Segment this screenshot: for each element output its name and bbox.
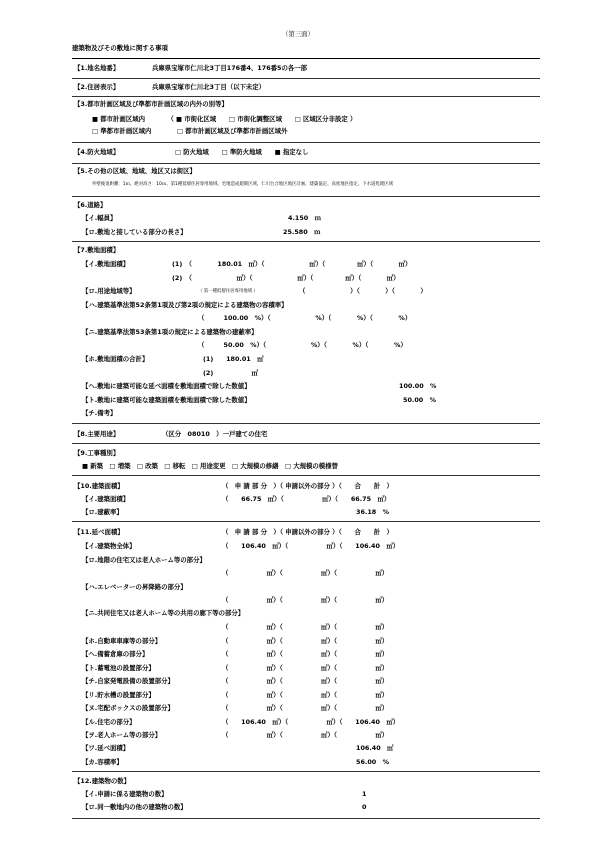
s12-other-label: 【ロ.同一敷地内の他の建築物の数】 bbox=[82, 803, 187, 811]
s12-label: 【12.建築物の数】 bbox=[74, 777, 131, 785]
s7-to-value: 50.00 % bbox=[403, 396, 437, 404]
s11-total-value: 106.40 ㎡ bbox=[356, 744, 394, 752]
s11-row-value: （ ㎡）（ ㎡）（ ㎡） bbox=[222, 731, 389, 739]
divider bbox=[72, 78, 540, 79]
s10-area-label: 【イ.建築面積】 bbox=[82, 495, 130, 503]
divider bbox=[72, 818, 540, 819]
s7-remarks-label: 【チ.備考】 bbox=[82, 409, 117, 417]
divider bbox=[72, 241, 540, 242]
s12-count-label: 【イ.申請に係る建築物の数】 bbox=[82, 790, 168, 798]
s11-row-label: 【ヲ.老人ホーム等の部分】 bbox=[82, 731, 162, 739]
s6-frontage-label: 【ロ.敷地と接している部分の長さ】 bbox=[82, 228, 187, 236]
s11-row-value: （ ㎡）（ ㎡）（ ㎡） bbox=[222, 650, 389, 658]
s7-label: 【7.敷地面積】 bbox=[74, 246, 120, 254]
divider bbox=[72, 521, 540, 522]
s10-label: 【10.建築面積】 bbox=[74, 482, 124, 490]
s7-zoning-value: （ 第一種低層住居専用地域 ） bbox=[198, 289, 258, 294]
s11-row-label: 【ヌ.宅配ボックスの設置部分】 bbox=[82, 704, 174, 712]
s10-bcr-value: 36.18 % bbox=[356, 508, 390, 516]
s11-row-value: （ 106.40 ㎡）（ ㎡）（ 106.40 ㎡） bbox=[222, 542, 400, 550]
s11-row-label: 【ハ.エレベーターの昇降路の部分】 bbox=[82, 583, 187, 591]
s7-bcr-row: （ 50.00 %）（ %）（ %）（ %） bbox=[198, 341, 407, 349]
s7-area-row2: (2) （ ㎡）（ ㎡）（ ㎡）（ ㎡） bbox=[172, 274, 400, 282]
divider bbox=[72, 142, 540, 143]
s11-row-value: （ ㎡）（ ㎡）（ ㎡） bbox=[222, 704, 389, 712]
s11-row-value: （ ㎡）（ ㎡）（ ㎡） bbox=[222, 623, 389, 631]
divider bbox=[72, 475, 540, 476]
s8-label: 【8.主要用途】 bbox=[74, 430, 120, 438]
s5-note: 外壁後退距離：1ｍ、絶対高さ：10ｍ、第1種低層住居専用地域、宅地造成規制区域、仁川台合地区地区計画、建築協定、高度地区指定、下水道処理区域 bbox=[92, 182, 393, 187]
divider bbox=[72, 163, 540, 164]
s7-zoning-rest: （ ）（ ）（ ） bbox=[299, 287, 427, 295]
s3-label: 【3.都市計画区域及び準都市計画区域の内外の別等】 bbox=[74, 100, 228, 108]
s7-he-label: 【ヘ.敷地に建築可能な延べ面積を敷地面積で除した数値】 bbox=[82, 382, 251, 390]
divider bbox=[72, 58, 540, 59]
s4-options: □ 防火地域 □ 準防火地域 ■ 指定なし bbox=[175, 148, 309, 156]
divider bbox=[72, 771, 540, 772]
s6-width-label: 【イ.幅員】 bbox=[82, 214, 117, 222]
s5-label: 【5.その他の区域、地域、地区又は街区】 bbox=[74, 167, 196, 175]
s11-row-label: 【チ.自家発電設備の設置部分】 bbox=[82, 677, 174, 685]
s10-area-row: （ 66.75 ㎡）（ ㎡）（ 66.75 ㎡） bbox=[222, 495, 391, 503]
s7-bcr-label: 【ニ.建築基準法第53条第1項の規定による建築物の建蔽率】 bbox=[82, 328, 258, 336]
s11-row-label: 【リ.貯水槽の設置部分】 bbox=[82, 691, 155, 699]
s11-far-label: 【カ.容積率】 bbox=[82, 758, 123, 766]
s11-label: 【11.延べ面積】 bbox=[74, 528, 124, 536]
s6-frontage-value: 25.580 ｍ bbox=[283, 228, 321, 236]
s7-far-label: 【ハ.建築基準法第52条第1項及び第2項の規定による建築物の容積率】 bbox=[82, 301, 288, 309]
divider bbox=[72, 196, 540, 197]
s7-area-label: 【イ.敷地面積】 bbox=[82, 260, 130, 268]
s12-count-value: 1 bbox=[362, 790, 367, 798]
s7-area-row1: (1) （ 180.01 ㎡）（ ㎡）（ ㎡）（ ㎡） bbox=[172, 260, 412, 268]
s3-row2: □ 準都市計画区域内 □ 都市計画区域及び準都市計画区域外 bbox=[92, 127, 288, 135]
s7-to-label: 【ト.敷地に建築可能な建築面積を敷地面積で除した数値】 bbox=[82, 396, 251, 404]
s2-label: 【2.住居表示】 bbox=[74, 83, 120, 91]
s10-bcr-label: 【ロ.建蔽率】 bbox=[82, 508, 123, 516]
divider bbox=[72, 96, 540, 97]
s2-value: 兵庫県宝塚市仁川北3丁目（以下未定） bbox=[152, 83, 266, 91]
s11-row-value: （ ㎡）（ ㎡）（ ㎡） bbox=[222, 596, 389, 604]
s7-total-2: (2) ㎡ bbox=[203, 369, 259, 377]
s7-total-label: 【ホ.敷地面積の合計】 bbox=[82, 355, 149, 363]
s4-label: 【4.防火地域】 bbox=[74, 148, 120, 156]
s7-zoning-label: 【ロ.用途地域等】 bbox=[82, 287, 136, 295]
s11-row-value: （ ㎡）（ ㎡）（ ㎡） bbox=[222, 637, 389, 645]
s9-label: 【9.工事種別】 bbox=[74, 449, 120, 457]
s7-far-row: （ 100.00 %）（ %）（ %）（ %） bbox=[198, 314, 412, 322]
divider bbox=[72, 443, 540, 444]
section-title: 建築物及びその敷地に関する事項 bbox=[72, 44, 168, 52]
s11-row-label: 【ホ.自動車車庫等の部分】 bbox=[82, 637, 162, 645]
s11-row-label: 【ト.蓄電池の設置部分】 bbox=[82, 664, 155, 672]
s11-row-value: （ ㎡）（ ㎡）（ ㎡） bbox=[222, 677, 389, 685]
s7-he-value: 100.00 % bbox=[399, 382, 437, 390]
s11-row-label: 【ニ.共同住宅又は老人ホーム等の共用の廊下等の部分】 bbox=[82, 609, 245, 617]
s6-label: 【6.道路】 bbox=[74, 201, 107, 209]
s9-options: ■ 新築 □ 増築 □ 改築 □ 移転 □ 用途変更 □ 大規模の修繕 □ 大規模の模様替 bbox=[82, 462, 338, 470]
s3-row1: ■ 都市計画区域内 （ ■ 市街化区域 □ 市街化調整区域 □ 区域区分非設定 ） bbox=[92, 115, 357, 123]
s1-label: 【1.地名地番】 bbox=[74, 64, 120, 72]
s11-row-value: （ ㎡）（ ㎡）（ ㎡） bbox=[222, 691, 389, 699]
s11-total-label: 【ワ.延べ面積】 bbox=[82, 744, 130, 752]
s1-value: 兵庫県宝塚市仁川北3丁目176番4、176番5の各一部 bbox=[152, 64, 308, 72]
s11-row-value: （ ㎡）（ ㎡）（ ㎡） bbox=[222, 569, 389, 577]
s11-row-label: 【ヘ.備蓄倉庫の部分】 bbox=[82, 650, 149, 658]
s11-row-value: （ ㎡）（ ㎡）（ ㎡） bbox=[222, 664, 389, 672]
s11-row-value: （ 106.40 ㎡）（ ㎡）（ 106.40 ㎡） bbox=[222, 718, 400, 726]
s11-row-label: 【イ.建築物全体】 bbox=[82, 542, 136, 550]
s11-header: （ 申 請 部 分 ）（ 申請以外の部分 ）（ 合 計 ） bbox=[222, 528, 393, 536]
form-title: （第三面） bbox=[282, 30, 314, 38]
s11-far-value: 56.00 % bbox=[356, 758, 390, 766]
divider bbox=[72, 423, 540, 424]
s8-value: （区分 08010 ）一戸建ての住宅 bbox=[162, 430, 268, 438]
s10-header: （ 申 請 部 分 ）（ 申請以外の部分 ）（ 合 計 ） bbox=[222, 482, 393, 490]
s11-row-label: 【ル.住宅の部分】 bbox=[82, 718, 136, 726]
s7-total-1: (1) 180.01 ㎡ bbox=[203, 355, 264, 363]
s12-other-value: 0 bbox=[362, 803, 367, 811]
s6-width-value: 4.150 ｍ bbox=[288, 214, 321, 222]
s11-row-label: 【ロ.地階の住宅又は老人ホーム等の部分】 bbox=[82, 556, 206, 564]
